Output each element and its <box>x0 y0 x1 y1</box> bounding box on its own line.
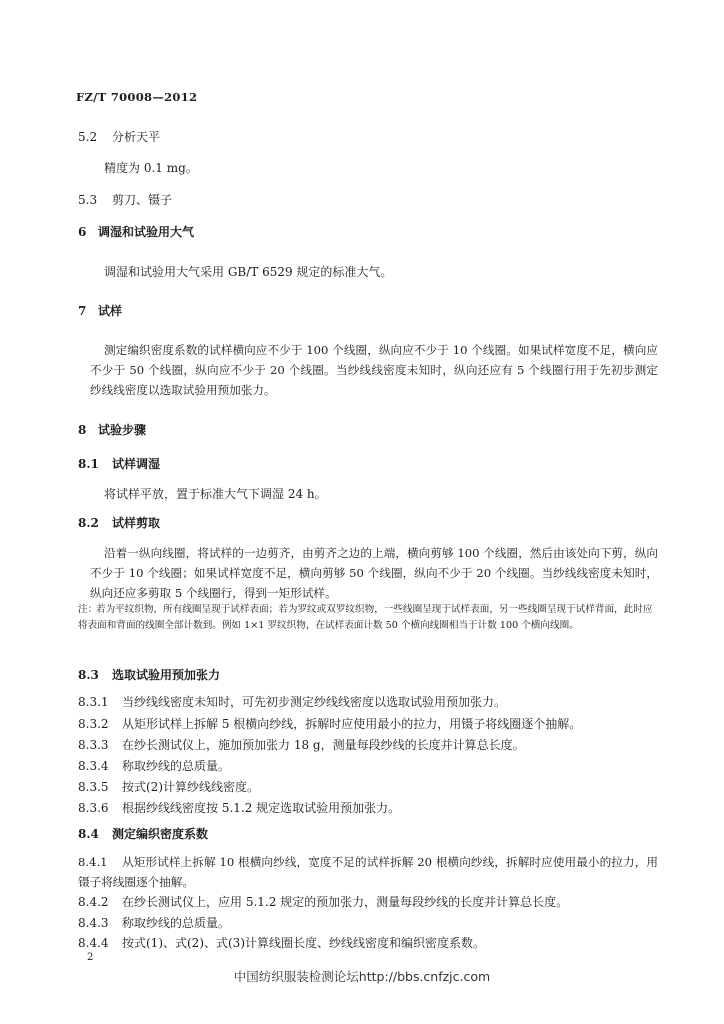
note-label: 注： <box>78 604 98 615</box>
item-number: 8.3.3 <box>78 738 109 752</box>
section-8-1-heading <box>78 456 160 472</box>
item-text: 按式(2)计算纱线线密度。 <box>122 780 259 794</box>
note <box>78 602 658 634</box>
item-text: 称取纱线的总质量。 <box>122 759 231 773</box>
section-title: 调湿和试验用大气 <box>98 225 195 239</box>
section-7-body: 测定编织密度系数的试样横向应不少于 100 个线圈，纵向应不少于 10 个线圈。如果试样宽度不足，横向应不少于 50 个线圈，纵向应不少于 20 个线圈。当纱线线密度未知时，纵向还应有 5 个线圈行用于先初步测定纱线线密度以选取试验用预加张力。 <box>90 343 658 397</box>
item-text: 称取纱线的总质量。 <box>122 916 231 930</box>
section-title: 试样剪取 <box>112 516 161 530</box>
item-text: 按式(1)、式(2)、式(3)计算线圈长度、纱线线密度和编织密度系数。 <box>122 936 485 950</box>
section-8-heading <box>78 422 146 438</box>
section-number: 8.4 <box>78 827 99 841</box>
item-text: 从矩形试样上拆解 10 根横向纱线，宽度不足的试样拆解 20 根横向纱线，拆解时应使用最小的拉力，用镊子将线圈逐个抽解。 <box>78 855 658 889</box>
item-number: 8.4.3 <box>78 916 109 930</box>
list-item <box>78 758 230 774</box>
section-title: 测定编织密度系数 <box>112 827 209 841</box>
page-number: 2 <box>87 952 94 963</box>
list-item <box>78 935 485 951</box>
list-item <box>78 716 581 732</box>
item-text: 当纱线线密度未知时，可先初步测定纱线线密度以选取试验用预加张力。 <box>122 695 507 709</box>
section-7-heading <box>78 303 122 319</box>
item-number: 8.3.1 <box>78 695 109 709</box>
section-number: 8.1 <box>78 457 99 471</box>
list-item <box>78 779 259 795</box>
note-text: 若为平纹织物，所有线圈呈现于试样表面；若为罗纹或双罗纹织物，一些线圈呈现于试样表面，另一些线圈呈现于试样背面，此时应将表面和背面的线圈全部计数到。例如 1×1 罗纹织物，在试样表面计数 50 个横向线圈相当于计数 100 个横向线圈。 <box>78 604 653 631</box>
footer-watermark[interactable]: 中国纺织服装检测论坛http://bbs.cnfzjc.com <box>233 969 491 984</box>
item-text: 从矩形试样上拆解 5 根横向纱线，拆解时应使用最小的拉力，用镊子将线圈逐个抽解。 <box>122 717 582 731</box>
section-5-3-heading <box>78 192 172 208</box>
section-title: 试样 <box>98 304 123 318</box>
section-5-2-body: 精度为 0.1 mg。 <box>104 161 198 175</box>
section-6-heading <box>78 224 194 240</box>
section-8-2-body: 沿着一纵向线圈，将试样的一边剪齐，由剪齐之边的上端，横向剪够 100 个线圈，然后由该处向下剪，纵向不少于 10 个线圈；如果试样宽度不足，横向剪够 50 个线圈，纵向不少于 20 个线圈。当纱线线密度未知时，纵向还应多剪取 5 个线圈行，得到一矩形试样。 <box>90 546 658 600</box>
section-number: 8.3 <box>78 668 99 682</box>
list-item <box>78 915 230 931</box>
list-item <box>78 852 658 892</box>
item-text: 在纱长测试仪上，施加预加张力 18 g，测量每段纱线的长度并计算总长度。 <box>122 738 525 752</box>
section-number: 7 <box>78 304 87 318</box>
item-number: 8.4.2 <box>78 895 109 909</box>
section-8-4-heading <box>78 826 208 842</box>
section-number: 5.2 <box>78 130 98 144</box>
list-item <box>78 694 506 710</box>
section-number: 8.2 <box>78 516 99 530</box>
section-title: 试样调湿 <box>112 457 161 471</box>
standard-code: FZ/T 70008—2012 <box>76 90 198 104</box>
item-number: 8.3.6 <box>78 801 109 815</box>
section-5-2-heading <box>78 129 160 145</box>
section-title: 分析天平 <box>112 130 161 144</box>
item-text: 在纱长测试仪上，应用 5.1.2 规定的预加张力，测量每段纱线的长度并计算总长度。 <box>122 895 569 909</box>
section-8-2-heading <box>78 515 160 531</box>
item-number: 8.3.5 <box>78 780 109 794</box>
list-item <box>78 737 525 753</box>
section-title: 选取试验用预加张力 <box>112 668 221 682</box>
section-title: 试验步骤 <box>98 423 147 437</box>
item-number: 8.3.2 <box>78 717 109 731</box>
list-item <box>78 800 400 816</box>
section-number: 6 <box>78 225 87 239</box>
section-title: 剪刀、镊子 <box>112 193 173 207</box>
section-number: 8 <box>78 423 87 437</box>
section-number: 5.3 <box>78 193 98 207</box>
item-number: 8.4.1 <box>78 855 108 869</box>
section-6-body: 调湿和试验用大气采用 GB/T 6529 规定的标准大气。 <box>104 265 393 279</box>
section-8-3-heading <box>78 667 220 683</box>
item-text: 根据纱线线密度按 5.1.2 规定选取试验用预加张力。 <box>122 801 401 815</box>
item-number: 8.3.4 <box>78 759 109 773</box>
item-number: 8.4.4 <box>78 936 109 950</box>
section-8-1-body: 将试样平放，置于标准大气下调湿 24 h。 <box>104 487 327 501</box>
list-item <box>78 894 568 910</box>
